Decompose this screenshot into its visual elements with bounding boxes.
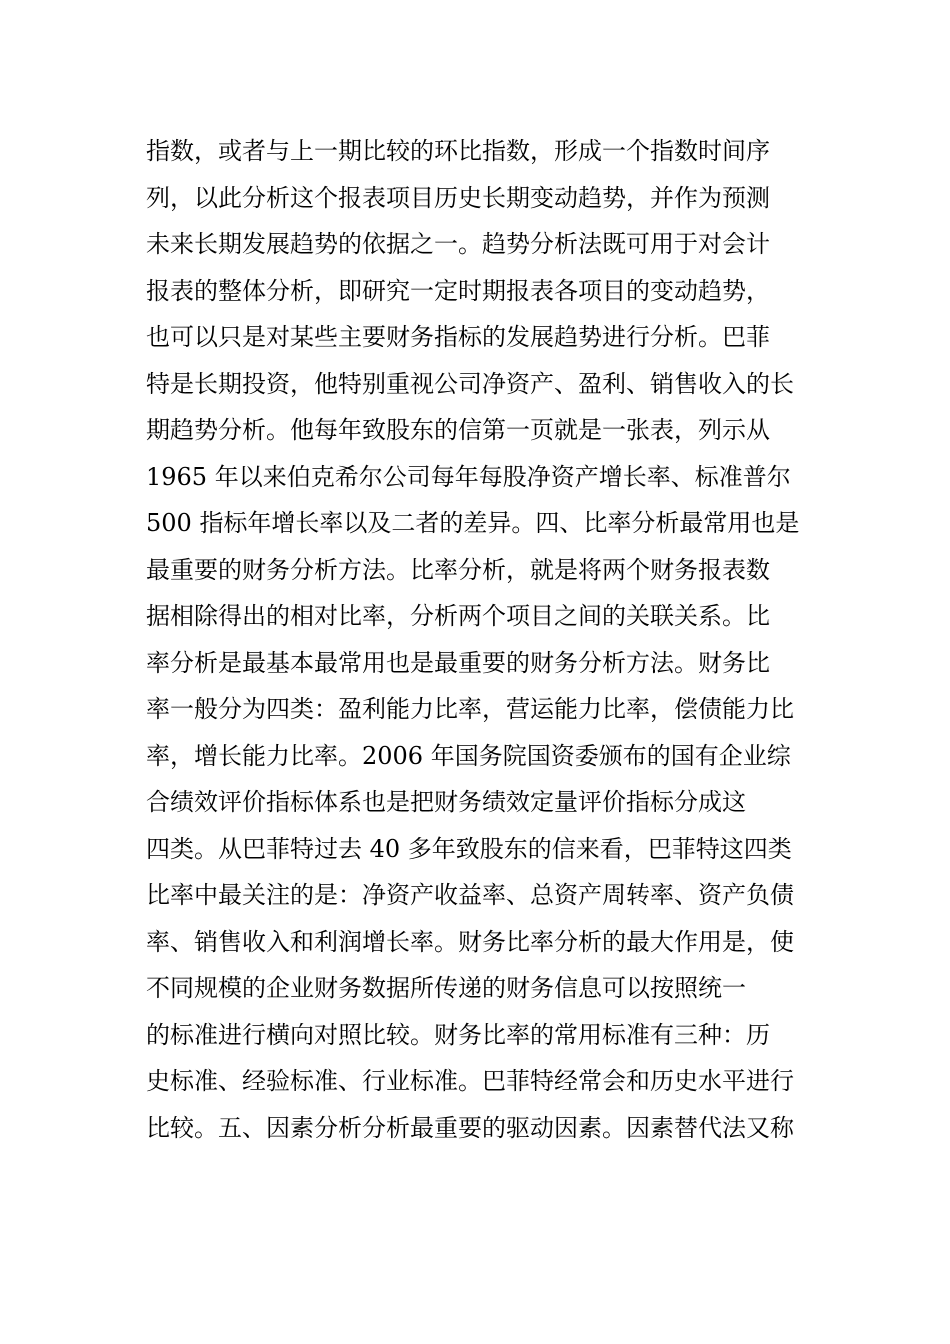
text-line-19: 不同规模的企业财务数据所传递的财务信息可以按照统一 [146, 974, 746, 1002]
text-line-2: 列，以此分析这个报表项目历史长期变动趋势，并作为预测 [146, 183, 770, 212]
text-line-1: 指数，或者与上一期比较的环比指数，形成一个指数时间序 [146, 137, 770, 165]
text-line-8: 1965 年以来伯克希尔公司每年每股净资产增长率、标准普尔 [146, 462, 791, 491]
text-line-12: 率分析是最基本最常用也是最重要的财务分析方法。财务比 [146, 648, 770, 677]
text-line-7: 期趋势分析。他每年致股东的信第一页就是一张表，列示从 [146, 416, 770, 444]
text-line-10: 最重要的财务分析方法。比率分析，就是将两个财务报表数 [146, 555, 770, 584]
body-text [146, 128, 826, 1151]
text-line-11: 据相除得出的相对比率，分析两个项目之间的关联关系。比 [146, 602, 770, 630]
text-line-14: 率，增长能力比率。2006 年国务院国资委颁布的国有企业综 [146, 741, 791, 770]
text-line-17: 比率中最关注的是：净资产收益率、总资产周转率、资产负债 [146, 881, 794, 909]
text-line-4: 报表的整体分析，即研究一定时期报表各项目的变动趋势， [146, 276, 770, 305]
text-line-5: 也可以只是对某些主要财务指标的发展趋势进行分析。巴菲 [146, 323, 770, 351]
text-line-15: 合绩效评价指标体系也是把财务绩效定量评价指标分成这 [146, 788, 746, 816]
text-line-9: 500 指标年增长率以及二者的差异。四、比率分析最常用也是 [146, 509, 800, 537]
text-line-3: 未来长期发展趋势的依据之一。趋势分析法既可用于对会计 [146, 230, 770, 258]
text-line-16: 四类。从巴菲特过去 40 多年致股东的信来看，巴菲特这四类 [146, 834, 792, 863]
text-line-21: 史标准、经验标准、行业标准。巴菲特经常会和历史水平进行 [146, 1067, 794, 1095]
text-line-22: 比较。五、因素分析分析最重要的驱动因素。因素替代法又称 [146, 1113, 794, 1142]
text-line-20: 的标准进行横向对照比较。财务比率的常用标准有三种：历 [146, 1020, 770, 1049]
text-line-18: 率、销售收入和利润增长率。财务比率分析的最大作用是，使 [146, 927, 794, 956]
text-line-6: 特是长期投资，他特别重视公司净资产、盈利、销售收入的长 [146, 369, 794, 398]
text-line-13: 率一般分为四类：盈利能力比率，营运能力比率，偿债能力比 [146, 695, 794, 723]
